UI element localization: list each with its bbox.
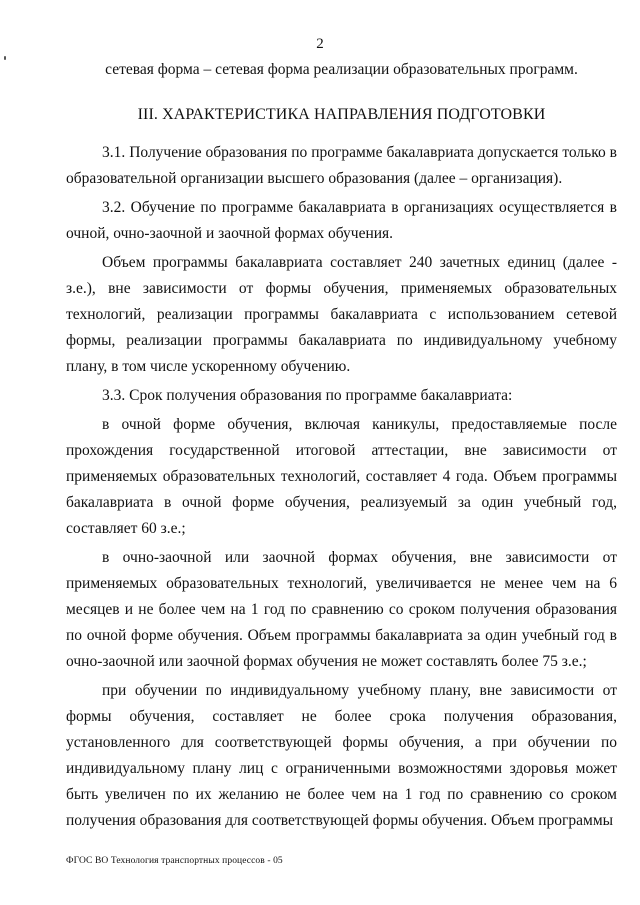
paragraph-part-time: в очно-заочной или заочной формах обучения, вне зависимости от применяемых образовательных технологий, увеличивается не менее чем на 6 месяцев и не более чем на 1 год по сравнению со сроком получения образования по очной форме обучения. Объем программы бакалавриата за один учебный год в очно-заочной или заочной формах обучения не может составлять более 75 з.е.; bbox=[66, 549, 617, 670]
paragraph-3-2: 3.2. Обучение по программе бакалавриата в организациях осуществляется в очной, очно-заочной и заочной формах обучения. bbox=[66, 199, 617, 242]
scan-mark bbox=[4, 56, 6, 60]
paragraph-3-1: 3.1. Получение образования по программе бакалавриата допускается только в образовательной организации высшего образования (далее – организация). bbox=[66, 144, 617, 187]
paragraph-individual-plan: при обучении по индивидуальному учебному плану, вне зависимости от формы обучения, составляет не более срока получения образования, установленного для соответствующей формы обучения, а при обучении по индивидуальному плану лиц с ограниченными возможностями здоровья может быть увеличен по их желанию не более чем на 1 год по сравнению со сроком получения образования для соответствующей формы обучения. Объем программы bbox=[66, 682, 617, 829]
paragraph-3-3: 3.3. Срок получения образования по программе бакалавриата: bbox=[102, 387, 513, 404]
lead-line: сетевая форма – сетевая форма реализации образовательных программ. bbox=[105, 61, 578, 78]
document-body bbox=[66, 58, 617, 837]
section-heading: III. ХАРАКТЕРИСТИКА НАПРАВЛЕНИЯ ПОДГОТОВКИ bbox=[137, 106, 546, 123]
paragraph-full-time: в очной форме обучения, включая каникулы, предоставляемые после прохождения государственной итоговой аттестации, вне зависимости от применяемых образовательных технологий, составляет 4 года. Объем программы бакалавриата в очной форме обучения, реализуемый за один учебный год, составляет 60 з.е.; bbox=[66, 416, 617, 537]
footer-note: ФГОС ВО Технология транспортных процессов - 05 bbox=[66, 856, 283, 866]
page-number: 2 bbox=[316, 36, 324, 52]
paragraph-volume: Объем программы бакалавриата составляет 240 зачетных единиц (далее - з.е.), вне зависимости от формы обучения, применяемых образовательных технологий, реализации программы бакалавриата с использованием сетевой формы, реализации программы бакалавриата по индивидуальному учебному плану, в том числе ускоренному обучению. bbox=[66, 254, 617, 375]
